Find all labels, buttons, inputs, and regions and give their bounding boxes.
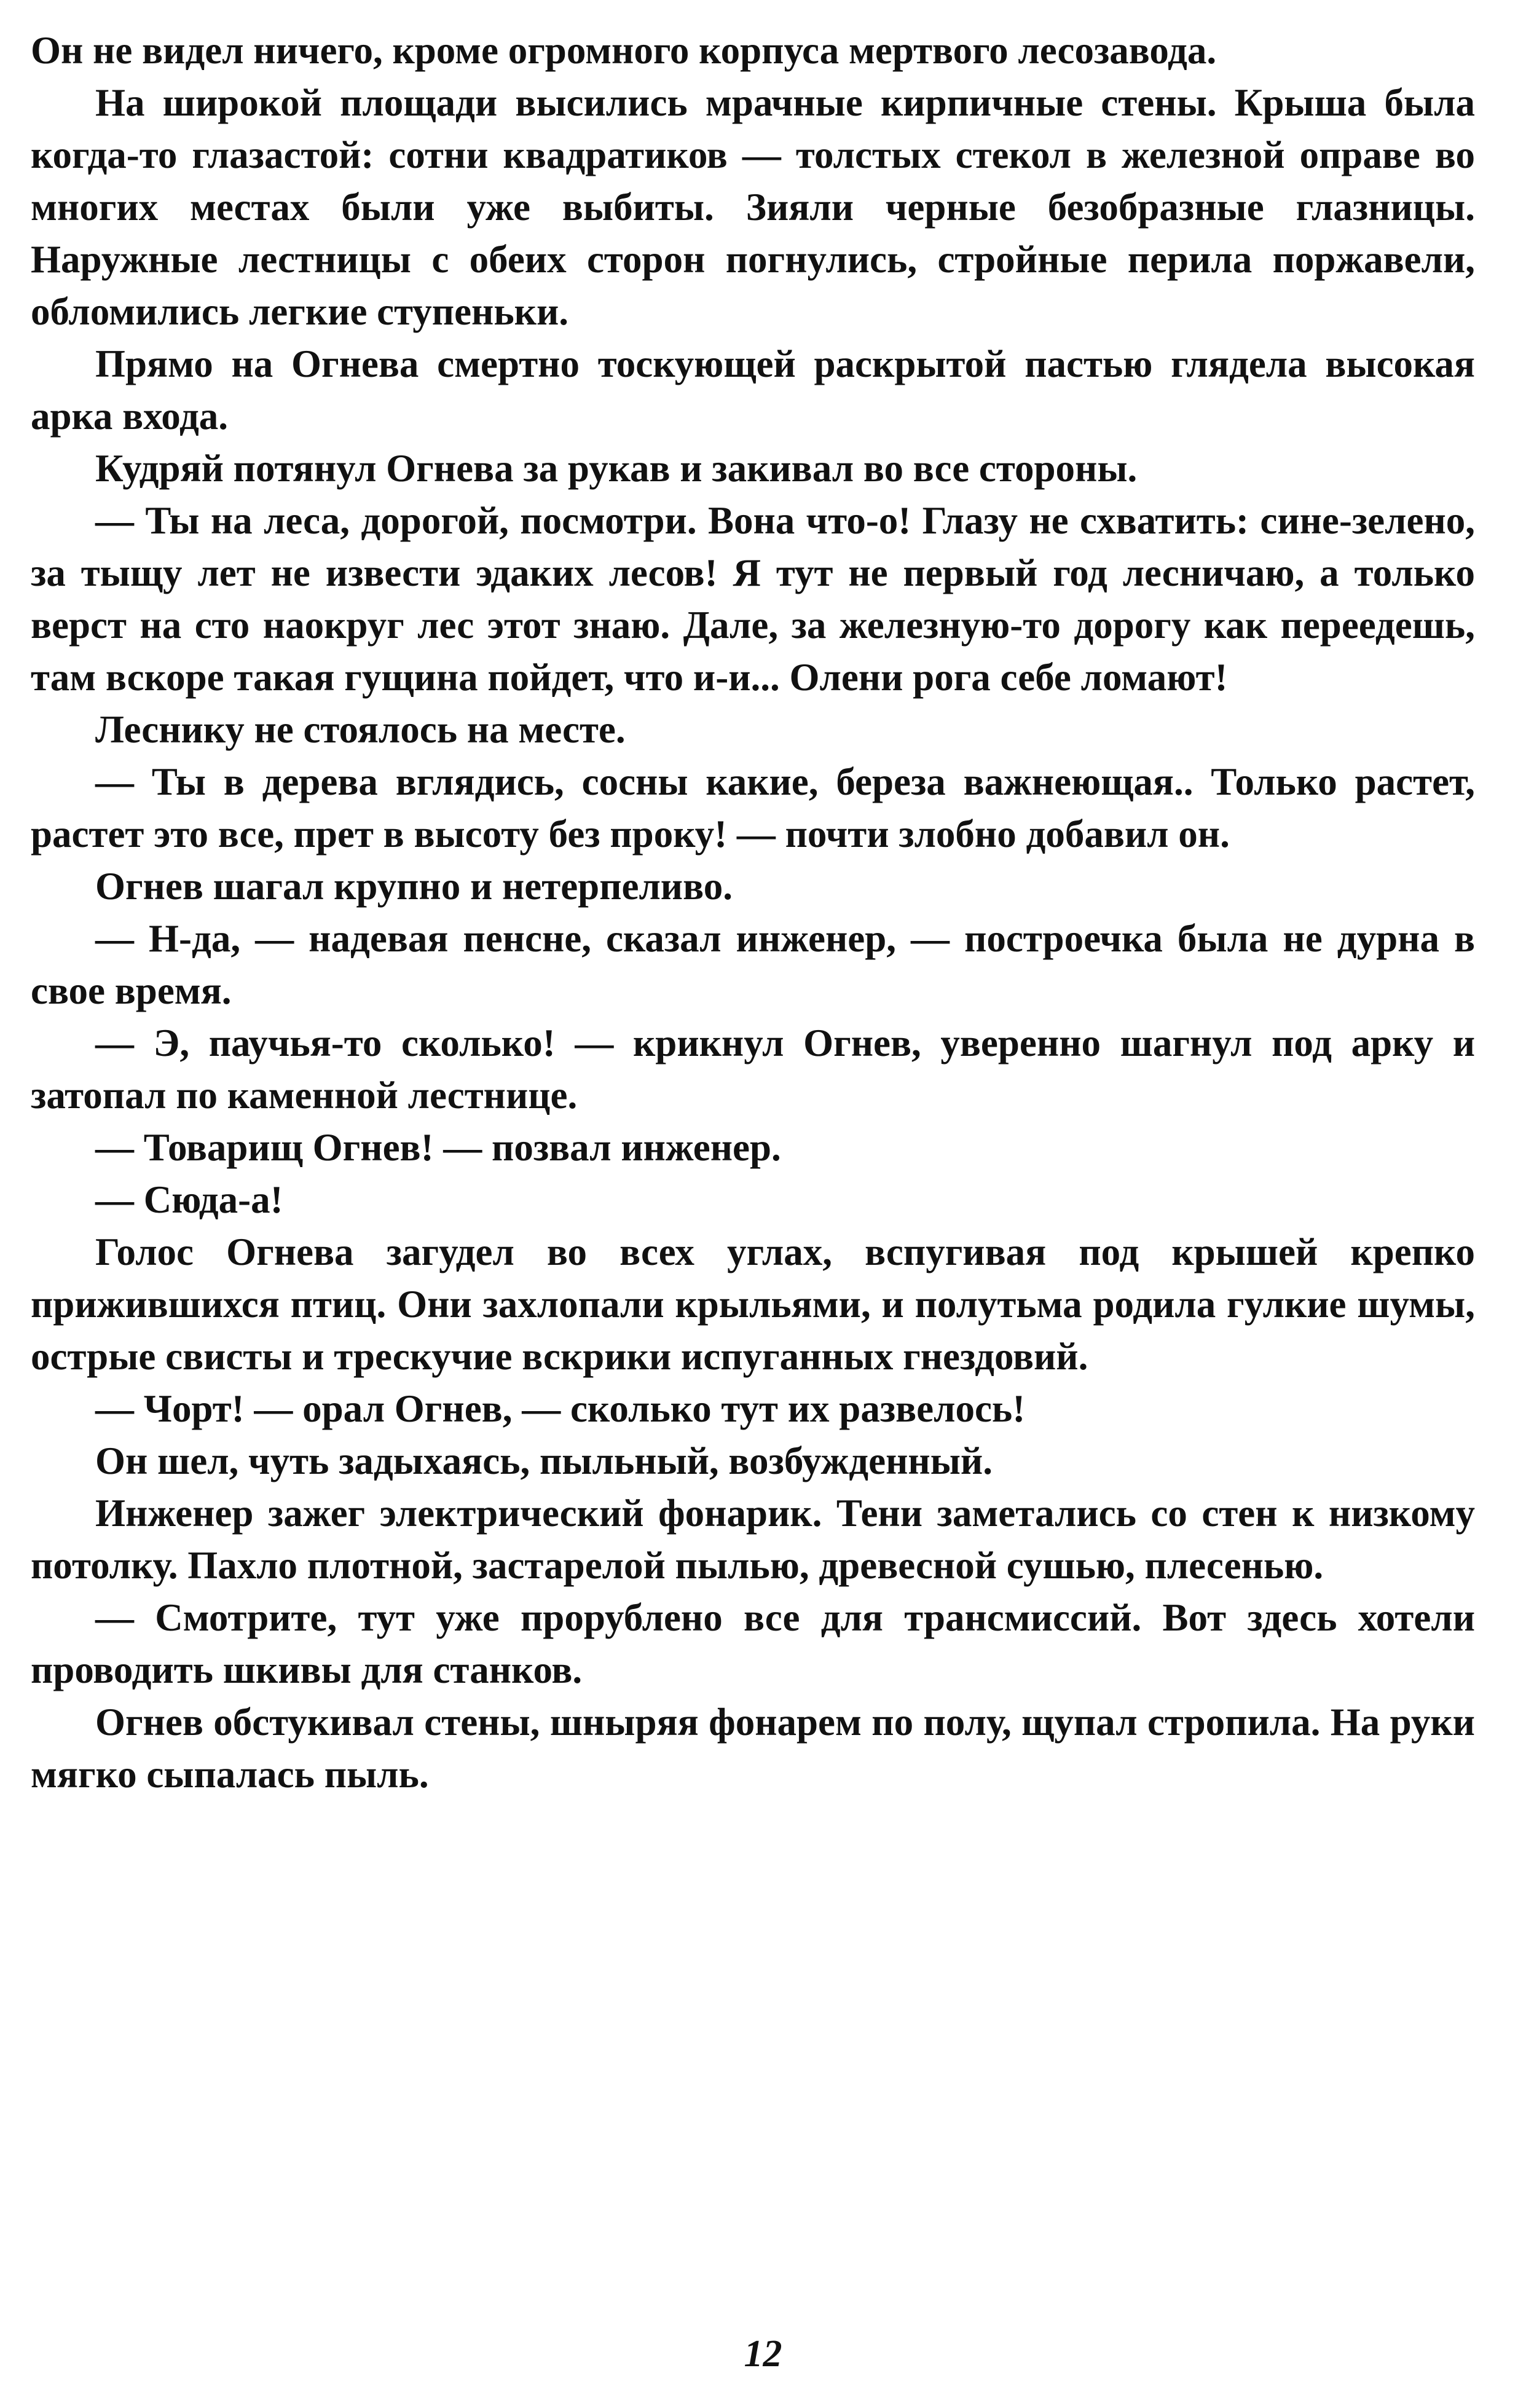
paragraph: — Чорт! — орал Огнев, — сколько тут их развелось! — [95, 1387, 1026, 1430]
paragraph: — Ты на леса, дорогой, посмотри. Вона что-о! Глазу не схватить: сине-зелено, за тыщу лет не извести эдаких лесов! Я тут не первый год лесничаю, а только верст на сто наокруг лес этот знаю. Дале, за железную-то дорогу как переедешь, там вскоре такая гущина пойдет, что и-и... Олени рога себе ломают! — [31, 499, 1475, 699]
paragraph: Огнев обстукивал стены, шныряя фонарем по полу, щупал стропила. На руки мягко сыпалась пыль. — [31, 1701, 1475, 1796]
paragraph: — Ты в дерева вглядись, сосны какие, береза важнеющая.. Только растет, растет это все, прет в высоту без проку! — почти злобно добавил он. — [31, 760, 1475, 856]
paragraph: Прямо на Огнева смертно тоскующей раскрытой пастью глядела высокая арка входа. — [31, 342, 1475, 438]
paragraph: Голос Огнева загудел во всех углах, вспугивая под крышей крепко прижившихся птиц. Они захлопали крыльями, и полутьма родила гулкие шумы, острые свисты и трескучие вскрики испуганных гнездовий. — [31, 1230, 1475, 1378]
paragraph: Огнев шагал крупно и нетерпеливо. — [95, 865, 733, 908]
paragraph: — Смотрите, тут уже прорублено все для трансмиссий. Вот здесь хотели проводить шкивы для станков. — [31, 1596, 1475, 1691]
paragraph: Леснику не стоялось на месте. — [95, 708, 626, 751]
paragraph: — Н-да, — надевая пенсне, сказал инженер, — построечка была не дурна в свое время. — [31, 917, 1475, 1012]
paragraph: — Сюда-а! — [95, 1178, 283, 1221]
paragraph: Кудряй потянул Огнева за рукав и закивал во все стороны. — [95, 447, 1138, 490]
paragraph: Он шел, чуть задыхаясь, пыльный, возбужденный. — [95, 1439, 993, 1482]
paragraph: Инженер зажег электрический фонарик. Тени заметались со стен к низкому потолку. Пахло плотной, застарелой пылью, древесной сушью, плесенью. — [31, 1492, 1475, 1587]
book-page — [31, 25, 1475, 2385]
paragraph: — Э, паучья-то сколько! — крикнул Огнев, уверенно шагнул под арку и затопал по каменной лестнице. — [31, 1021, 1475, 1117]
page-number: 12 — [744, 2333, 782, 2375]
paragraph: — Товарищ Огнев! — позвал инженер. — [95, 1126, 781, 1169]
paragraph: Он не видел ничего, кроме огромного корпуса мертвого лесозавода. — [31, 29, 1217, 72]
paragraph: На широкой площади высились мрачные кирпичные стены. Крыша была когда-то глазастой: сотни квадратиков — толстых стекол в железной оправе во многих местах были уже выбиты. Зияли черные безобразные глазницы. Наружные лестницы с обеих сторон погнулись, стройные перила поржавели, обломились легкие ступеньки. — [31, 81, 1475, 333]
